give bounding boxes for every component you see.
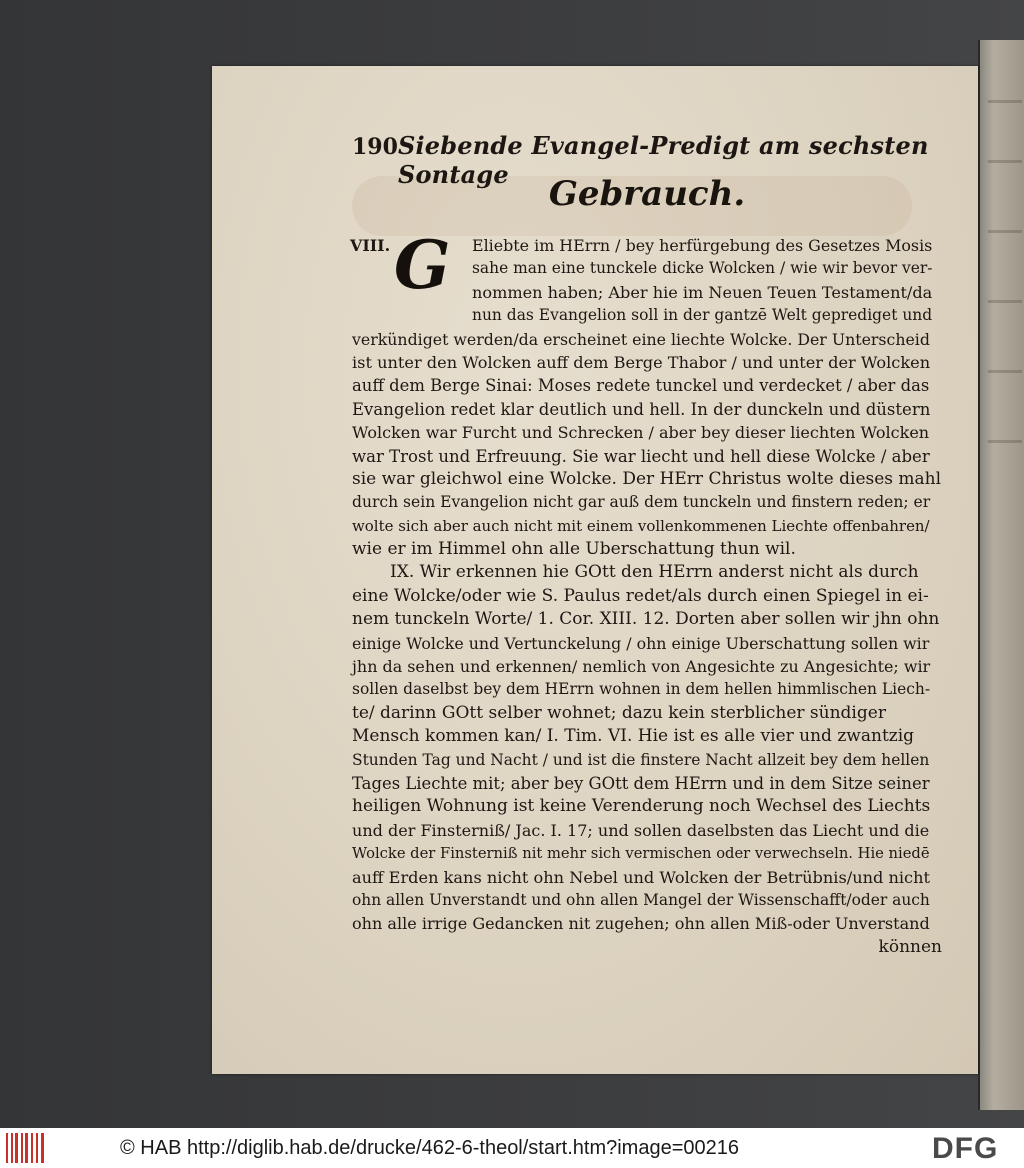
text-line: einige Wolcke und Vertunckelung / ohn einige Uberschattung sollen wir [352,633,930,653]
text-line: auff dem Berge Sinai: Moses redete tunckel und verdecket / aber das [352,376,930,396]
adjacent-page-edge [978,40,1024,1110]
text-line: te/ darinn GOtt selber wohnet; dazu kein sterblicher sündiger [352,702,886,723]
dfg-logo: DFG [932,1132,999,1165]
margin-numeral: VIII. [350,236,391,255]
text-line: VIII. Eliebte im HErrn / bey herfürgebung des Gesetzes Mosis [352,234,942,257]
catchword: können [878,936,942,957]
text-line: wie er im Himmel ohn alle Uberschattung thun wil. [352,539,796,560]
text-line: IX. Wir erkennen hie GOtt den HErrn anderst nicht als durch [390,562,919,583]
text-line: wolte sich aber auch nicht mit einem vollenkommenen Liechte offenbahren/ [352,516,930,535]
text-line: und der Finsterniß/ Jac. I. 17; und sollen daselbsten das Liecht und die [352,820,930,840]
text-line: ohn alle irrige Gedancken nit zugehen; ohn allen Miß-oder Unverstand [352,914,930,934]
text-line: war Trost und Erfreuung. Sie war liecht und hell diese Wolcke / aber [352,446,930,466]
text-line: auff Erden kans nicht ohn Nebel und Wolcken der Betrübnis/und nicht [352,867,931,887]
text-line: ohn allen Unverstandt und ohn allen Mangel der Wissenschafft/oder auch [352,890,930,909]
text-line: Stunden Tag und Nacht / und ist die finstere Nacht allzeit bey dem hellen [352,750,930,769]
text-line: verkündiget werden/da erscheinet eine liechte Wolcke. Der Unterscheid [352,329,930,349]
running-head: Siebende Evangel-Predigt am sechsten Sontage [397,131,929,189]
text-line: sie war gleichwol eine Wolcke. Der HErr Christus wolte dieses mahl [352,468,942,489]
text-line: Wolcke der Finsterniß nit mehr sich vermischen oder verwechseln. Hie niedē [352,845,930,863]
text-line: nem tunckeln Worte/ 1. Cor. XIII. 12. Dorten aber sollen wir jhn ohn [352,609,940,630]
section-title: Gebrauch. [548,174,746,214]
book-page [212,66,978,1074]
body-text [350,226,942,959]
drop-cap: G [394,226,451,304]
text-line: eine Wolcke/oder wie S. Paulus redet/als durch einen Spiegel in ei- [352,585,929,606]
copyright-link[interactable]: © HAB http://diglib.hab.de/drucke/462-6-theol/start.htm?image=00216 [120,1137,739,1159]
text-line: durch sein Evangelion nicht gar auß dem tunckeln und finstern reden; er [352,493,931,512]
page-number: 190 [352,134,398,160]
text-line: sahe man eine tunckele dicke Wolcken / wie wir bevor ver- [472,259,933,278]
viewer-footer [0,1128,1024,1168]
barcode-icon [6,1133,46,1163]
text-line: Wolcken war Furcht und Schrecken / aber bey dieser liechten Wolcken [352,423,930,443]
text-line: Mensch kommen kan/ I. Tim. VI. Hie ist es alle vier und zwantzig [352,726,915,747]
text-line: ist unter den Wolcken auff dem Berge Thabor / und unter der Wolcken [352,352,931,372]
text-line: nun das Evangelion soll in der gantzē Welt geprediget und [472,306,933,325]
text-line: jhn da sehen und erkennen/ nemlich von Angesichte zu Angesichte; wir [352,657,931,677]
text-line: sollen daselbst bey dem HErrn wohnen in dem hellen himmlischen Liech- [352,680,931,699]
text-line: nommen haben; Aber hie im Neuen Teuen Testament/da [472,282,933,302]
text-line: Evangelion redet klar deutlich und hell. In der dunckeln und düstern [352,399,931,419]
text-line: Tages Liechte mit; aber bey GOtt dem HErrn und in dem Sitze seiner [352,773,930,793]
text-line: heiligen Wohnung ist keine Verenderung noch Wechsel des Liechts [352,796,931,817]
